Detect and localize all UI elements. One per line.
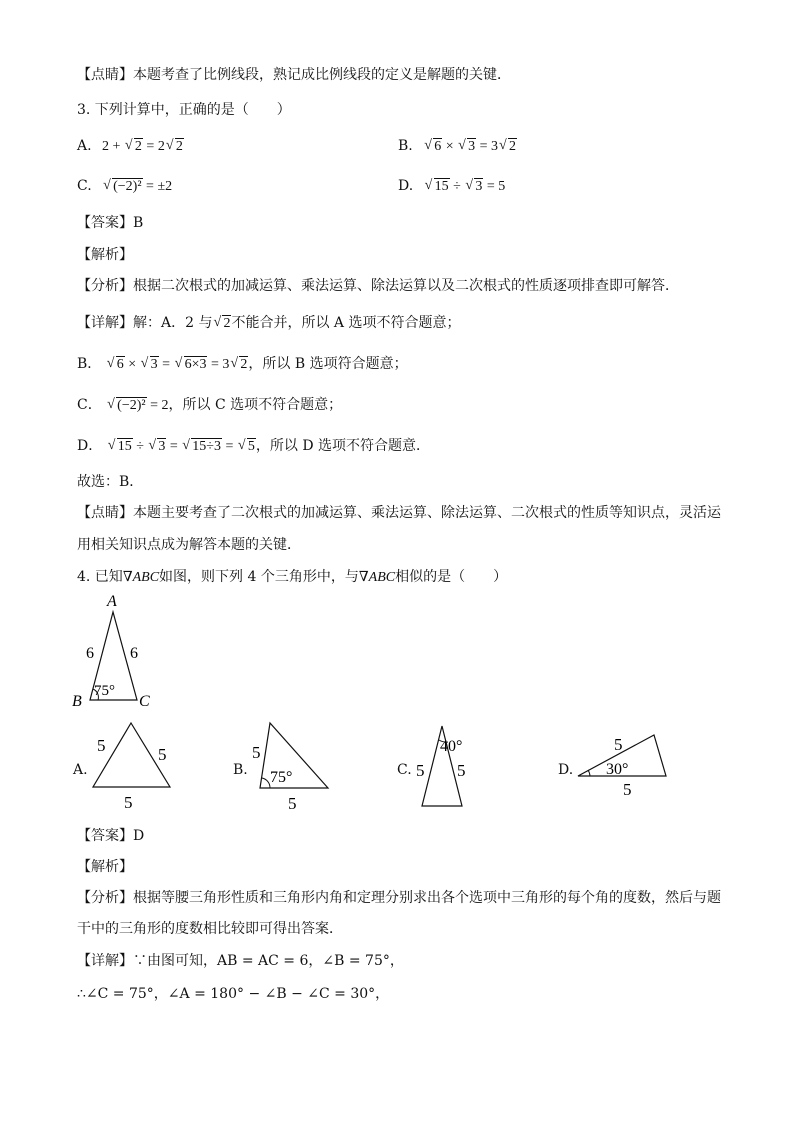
detail-text: ，所以 B 选项符合题意； bbox=[248, 356, 408, 372]
fenxi-tag: 【分析】 bbox=[77, 278, 133, 294]
answer-tag: 【答案】 bbox=[77, 215, 133, 231]
side-ac-label: 6 bbox=[130, 645, 138, 662]
vertex-b: B bbox=[72, 693, 82, 710]
q4-detail-line1 bbox=[77, 951, 404, 971]
q4-question bbox=[77, 567, 507, 588]
q3-option-a bbox=[77, 136, 184, 157]
q3-detail-b bbox=[77, 354, 408, 375]
q3-option-c bbox=[77, 176, 172, 197]
q4-detail-line2: ∴∠C = 75°，∠A = 180° − ∠B − ∠C = 30°， bbox=[77, 986, 390, 1002]
vertex-c: C bbox=[139, 693, 150, 710]
detail-tag: 【详解】 bbox=[77, 953, 133, 969]
q3-option-b bbox=[398, 136, 517, 157]
detail-label: C． bbox=[77, 397, 102, 413]
q3-analysis-tag: 【解析】 bbox=[77, 247, 133, 263]
triangle-name: ABC bbox=[132, 570, 160, 585]
q4-fenxi-line2: 干中的三角形的度数相比较即可得出答案． bbox=[77, 921, 343, 937]
q3-question: 3. 下列计算中，正确的是（ ） bbox=[77, 102, 291, 118]
q3-detail-d bbox=[77, 436, 430, 457]
detail-expr: √ 6 × √ 3 = √ 6×3 = 3 √ 2 bbox=[106, 356, 248, 372]
side-label: 5 bbox=[623, 780, 632, 799]
option-b-triangle bbox=[248, 715, 348, 815]
option-a-triangle bbox=[85, 715, 185, 815]
q3-fenxi bbox=[77, 276, 679, 296]
fenxi-text: 根据等腰三角形性质和三角形内角和定理分别求出各个选项中三角形的每个角的度数，然后与题 bbox=[133, 890, 721, 906]
detail-label: D． bbox=[77, 438, 103, 454]
side-ab-label: 6 bbox=[86, 645, 94, 662]
angle-b-label: 75° bbox=[94, 683, 115, 699]
angle-label: 30° bbox=[606, 761, 629, 778]
detail-expr: √ (−2)² = 2 bbox=[107, 397, 169, 413]
side-label: 5 bbox=[158, 745, 167, 764]
side-label: 5 bbox=[288, 794, 297, 813]
q4-option-a-label: A. bbox=[73, 762, 88, 778]
angle-label: 75° bbox=[270, 769, 293, 786]
q2-comment bbox=[77, 65, 511, 85]
q4-fenxi-line1 bbox=[77, 888, 721, 908]
detail-label: B． bbox=[77, 356, 102, 372]
fenxi-text: 根据二次根式的加减运算、乘法运算、除法运算以及二次根式的性质逐项排查即可解答． bbox=[133, 278, 679, 294]
side-label: 5 bbox=[97, 736, 106, 755]
triangle-symbol: ∇ABC bbox=[358, 570, 396, 585]
q4-option-b-label: B. bbox=[233, 762, 248, 778]
triangle-symbol: ∇ABC bbox=[122, 570, 160, 585]
comment-text: 本题主要考查了二次根式的加减运算、乘法运算、除法运算、二次根式的性质等知识点，灵活运 bbox=[133, 505, 721, 521]
option-label: C. bbox=[77, 178, 92, 194]
q3-choose: 故选：B． bbox=[77, 474, 144, 490]
vertex-a: A bbox=[107, 593, 117, 610]
q4-option-c-label: C. bbox=[397, 762, 412, 778]
angle-arc bbox=[262, 778, 270, 788]
answer-value: B bbox=[133, 215, 144, 231]
question-text: 4. 已知 bbox=[77, 569, 123, 585]
q3-comment-line2: 用相关知识点成为解答本题的关键． bbox=[77, 537, 301, 553]
q3-answer bbox=[77, 213, 143, 233]
q3-option-d bbox=[398, 176, 505, 197]
angle-label: 40° bbox=[440, 738, 463, 755]
triangle-name: ABC bbox=[368, 570, 396, 585]
option-label: A. bbox=[77, 138, 92, 154]
option-c-triangle bbox=[410, 720, 490, 810]
q3-comment-line1 bbox=[77, 503, 721, 523]
detail-text: ，所以 D 选项不符合题意． bbox=[255, 438, 430, 454]
option-d-triangle bbox=[570, 725, 680, 800]
answer-value: D bbox=[133, 828, 145, 844]
detail-text: ∵由图可知，AB = AC = 6，∠B = 75°， bbox=[133, 953, 404, 969]
side-label: 5 bbox=[124, 793, 133, 812]
answer-tag: 【答案】 bbox=[77, 828, 133, 844]
side-label: 5 bbox=[457, 761, 466, 780]
side-label: 5 bbox=[252, 743, 261, 762]
comment-tag: 【点睛】 bbox=[77, 67, 133, 83]
main-triangle-figure bbox=[60, 590, 180, 715]
q4-analysis-tag: 【解析】 bbox=[77, 859, 133, 875]
option-label: B. bbox=[398, 138, 413, 154]
radicand: 2 bbox=[223, 316, 231, 331]
detail-expr: √ 15 ÷ √ 3 = √ 15÷3 = √ 5 bbox=[107, 438, 255, 454]
q4-option-d-label: D. bbox=[558, 762, 574, 778]
q4-answer bbox=[77, 826, 144, 846]
q3-detail-a: 【详解】解：A．2 与 √ 2不能合并，所以 A 选项不符合题意； bbox=[77, 315, 461, 331]
option-expr: √ 15 ÷ √ 3 = 5 bbox=[424, 178, 506, 194]
comment-tag: 【点睛】 bbox=[77, 505, 133, 521]
option-expr: √ (−2)² = ±2 bbox=[103, 178, 173, 194]
detail-tag: 【详解】 bbox=[77, 315, 133, 331]
side-label: 5 bbox=[416, 761, 425, 780]
detail-text: ，所以 C 选项不符合题意； bbox=[168, 397, 343, 413]
side-label: 5 bbox=[614, 735, 623, 754]
angle-arc bbox=[588, 770, 590, 776]
option-expr: 2 + √ 2 = 2 √ 2 bbox=[102, 138, 183, 154]
question-text: 如图，则下列 4 个三角形中，与 bbox=[159, 569, 359, 585]
fenxi-tag: 【分析】 bbox=[77, 890, 133, 906]
detail-text: 解：A．2 与 bbox=[133, 315, 213, 331]
question-text: 相似的是（ ） bbox=[395, 569, 508, 585]
option-expr: √ 6 × √ 3 = 3 √ 2 bbox=[424, 138, 517, 154]
detail-text: 不能合并，所以 A 选项不符合题意； bbox=[231, 315, 461, 331]
comment-text: 本题考查了比例线段，熟记成比例线段的定义是解题的关键． bbox=[133, 67, 511, 83]
option-label: D. bbox=[398, 178, 414, 194]
q3-detail-c bbox=[77, 395, 342, 416]
